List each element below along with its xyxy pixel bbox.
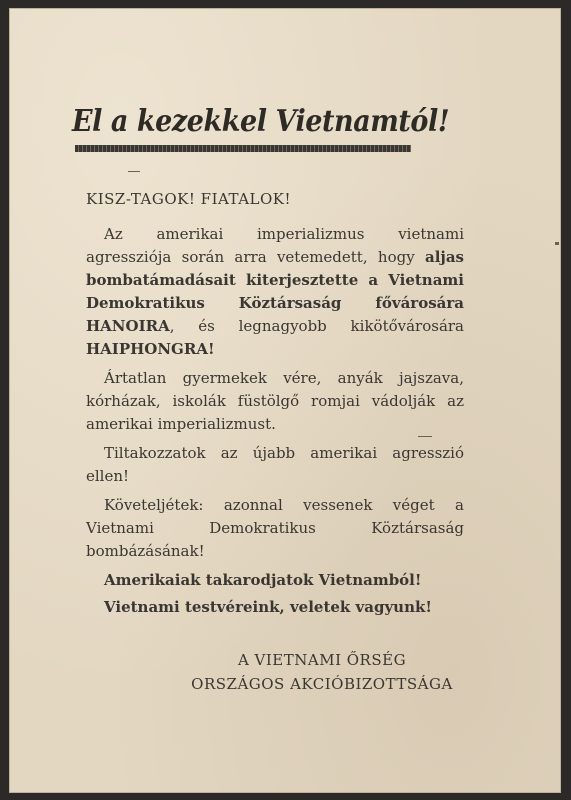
signature-line-2: ORSZÁGOS AKCIÓBIZOTTSÁGA (191, 675, 453, 693)
ink-speck (418, 436, 432, 437)
greeting: KISZ-TAGOK! FIATALOK! (86, 190, 292, 208)
slogan-1: Amerikaiak takarodjatok Vietnamból! (104, 571, 422, 589)
paragraph-1-bold-d: HAIPHONGRA! (86, 340, 215, 358)
signature-block (120, 648, 524, 696)
paragraph-3: Tiltakozzatok az újabb amerikai agresszió ellen! (86, 444, 464, 485)
ink-speck (128, 171, 140, 172)
ink-speck (555, 242, 559, 245)
paragraph-4: Követeljétek: azonnal vessenek véget a Vietnami Demokratikus Köztársaság bombázásának! (86, 496, 464, 560)
signature-line-1: A VIETNAMI ŐRSÉG (237, 651, 407, 669)
paragraph-1-text-c: , és legnagyobb kikötővárosára (169, 317, 464, 335)
paragraph-1-bold-b: aljas bombatámadásait kiterjesztette a Vietnami Demokratikus Köztársaság fővárosára HANOIRA (86, 248, 464, 335)
paragraph-1 (86, 223, 464, 361)
leaflet-title: El a kezekkel Vietnamtól! (72, 104, 450, 139)
slogan-2: Vietnami testvéreink, veletek vagyunk! (104, 598, 432, 616)
paragraph-1-text-a: Az amerikai imperializmus vietnami agressziója során arra vetemedett, hogy (86, 225, 464, 266)
paragraph-2: Ártatlan gyermekek vére, anyák jajszava, kórházak, iskolák füstölgő romjai vádolják az amerikai imperializmust. (86, 369, 464, 433)
leaflet-body (86, 188, 464, 623)
title-underline (75, 145, 411, 152)
